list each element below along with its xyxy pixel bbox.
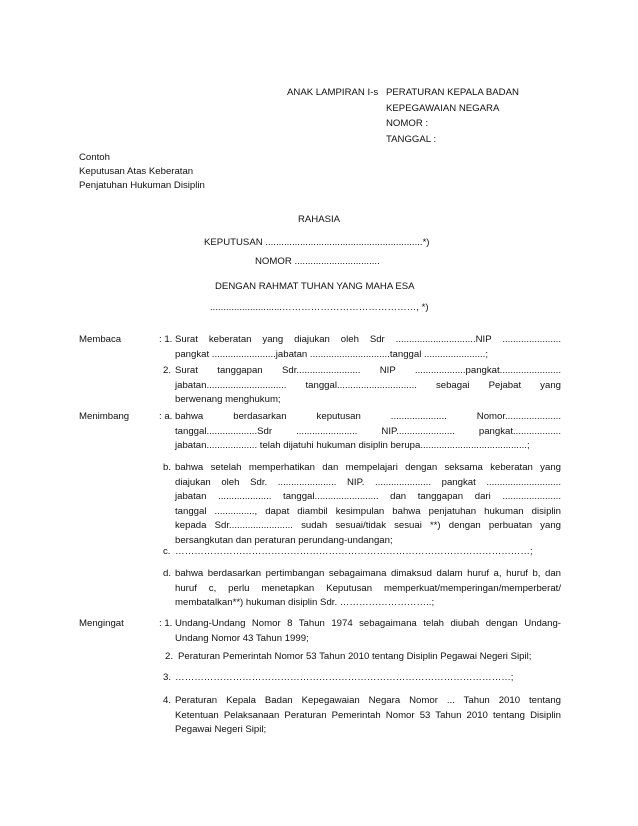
item-line: bahwa berdasarkan pertimbangan sebagaimana dimaksud dalam huruf a, huruf b, dan [175,568,561,579]
item-marker: 3. [163,672,172,683]
item-line: diajukan oleh Sdr. ...................... NIP. ..................... pangkat ............................ [175,476,561,488]
invocation: DENGAN RAHMAT TUHAN YANG MAHA ESA [215,281,415,292]
attachment-label: ANAK LAMPIRAN I-s [287,87,379,98]
item-line: ……………………………………………………………………………………………; [175,672,514,683]
caption-line: Contoh [79,152,110,163]
official-position: ...........................……………………………………, *) [210,302,429,313]
item-line: huruf c, perlu menetapkan Keputusan memperkuat/memperingan/memperberat/ [175,582,561,594]
item-line: tanggal...................Sdr ....................... NIP...................... pangkat.................. [175,425,561,437]
item-line: Surat keberatan yang diajukan oleh Sdr ..............................NIP ...................... [175,334,561,345]
item-marker: b. [163,462,172,473]
item-marker: 2. [163,365,172,376]
item-marker: c. [163,546,171,557]
item-line: jabatan .................... tanggal........................ dan tanggapan dari ...................... [175,491,561,503]
item-marker: d. [163,568,172,579]
caption-line: Penjatuhan Hukuman Disiplin [79,180,205,191]
item-line: bersangkutan dan peraturan perundang-undangan; [175,534,393,546]
regulation-line: KEPEGAWAIAN NEGARA [386,102,500,114]
decree-title: KEPUTUSAN ...........................................................*) [204,237,430,248]
item-line: Ketentuan Pelaksanaan Peraturan Pemerintah Nomor 53 Tahun 2010 tentang Disiplin [175,709,561,721]
item-line: Peraturan Kepala Badan Kepegawaian Negara Nomor ... Tahun 2010 tentang [175,695,561,706]
item-line: jabatan.............................. tanggal.............................. sebagai Pejabat yang [175,379,561,391]
item-marker: : 1. [159,334,173,345]
item-line: Pegawai Negeri Sipil; [175,724,267,736]
item-line: Surat tanggapan Sdr........................ NIP ...................pangkat....................... [175,365,561,376]
regulation-line: NOMOR : [386,118,429,129]
item-line: Peraturan Pemerintah Nomor 53 Tahun 2010 tentang Disiplin Pegawai Negeri Sipil; [178,651,532,662]
decree-number: NOMOR ................................ [255,256,380,267]
regulation-line: PERATURAN KEPALA BADAN [386,87,519,98]
regulation-line: TANGGAL : [386,133,437,145]
confidential-label: RAHASIA [297,214,341,225]
item-line: berwenang menghukum; [175,394,281,406]
item-marker: 2. [165,651,174,662]
caption-line: Keputusan Atas Keberatan [79,166,194,177]
item-marker: : a. [159,411,173,422]
item-line: membatalkan**) hukuman disiplin Sdr. ………………………..; [175,597,435,609]
item-line: jabatan................... telah dijatuhi hukuman disiplin berupa........................................; [175,440,530,452]
item-line: pangkat ........................jabatan ..............................tanggal .......................; [175,348,488,360]
section-label: Membaca [79,334,122,345]
section-label: Menimbang [79,411,130,422]
regulation-header [386,85,519,147]
item-line: tanggal ..............., dapat diambil kesimpulan bahwa penjatuhan hukuman disiplin [175,505,561,517]
item-line: Undang Nomor 43 Tahun 1999; [175,632,309,644]
item-line: Undang-Undang Nomor 8 Tahun 1974 sebagaimana telah diubah dengan Undang- [175,618,561,629]
item-marker: 4. [163,695,172,706]
item-line: bahwa berdasarkan keputusan ..................... Nomor..................... [175,411,561,422]
item-line: kepada Sdr........................ sudah sesuai/tidak sesuai **) dengan perbuatan yang [175,520,561,532]
item-line: …………………………………………………………………………………………………; [175,546,533,557]
item-marker: : 1. [159,618,173,629]
example-caption [79,151,205,193]
section-label: Mengingat [79,618,124,629]
item-line: bahwa setelah memperhatikan dan mempelajari dengan seksama keberatan yang [175,462,561,473]
